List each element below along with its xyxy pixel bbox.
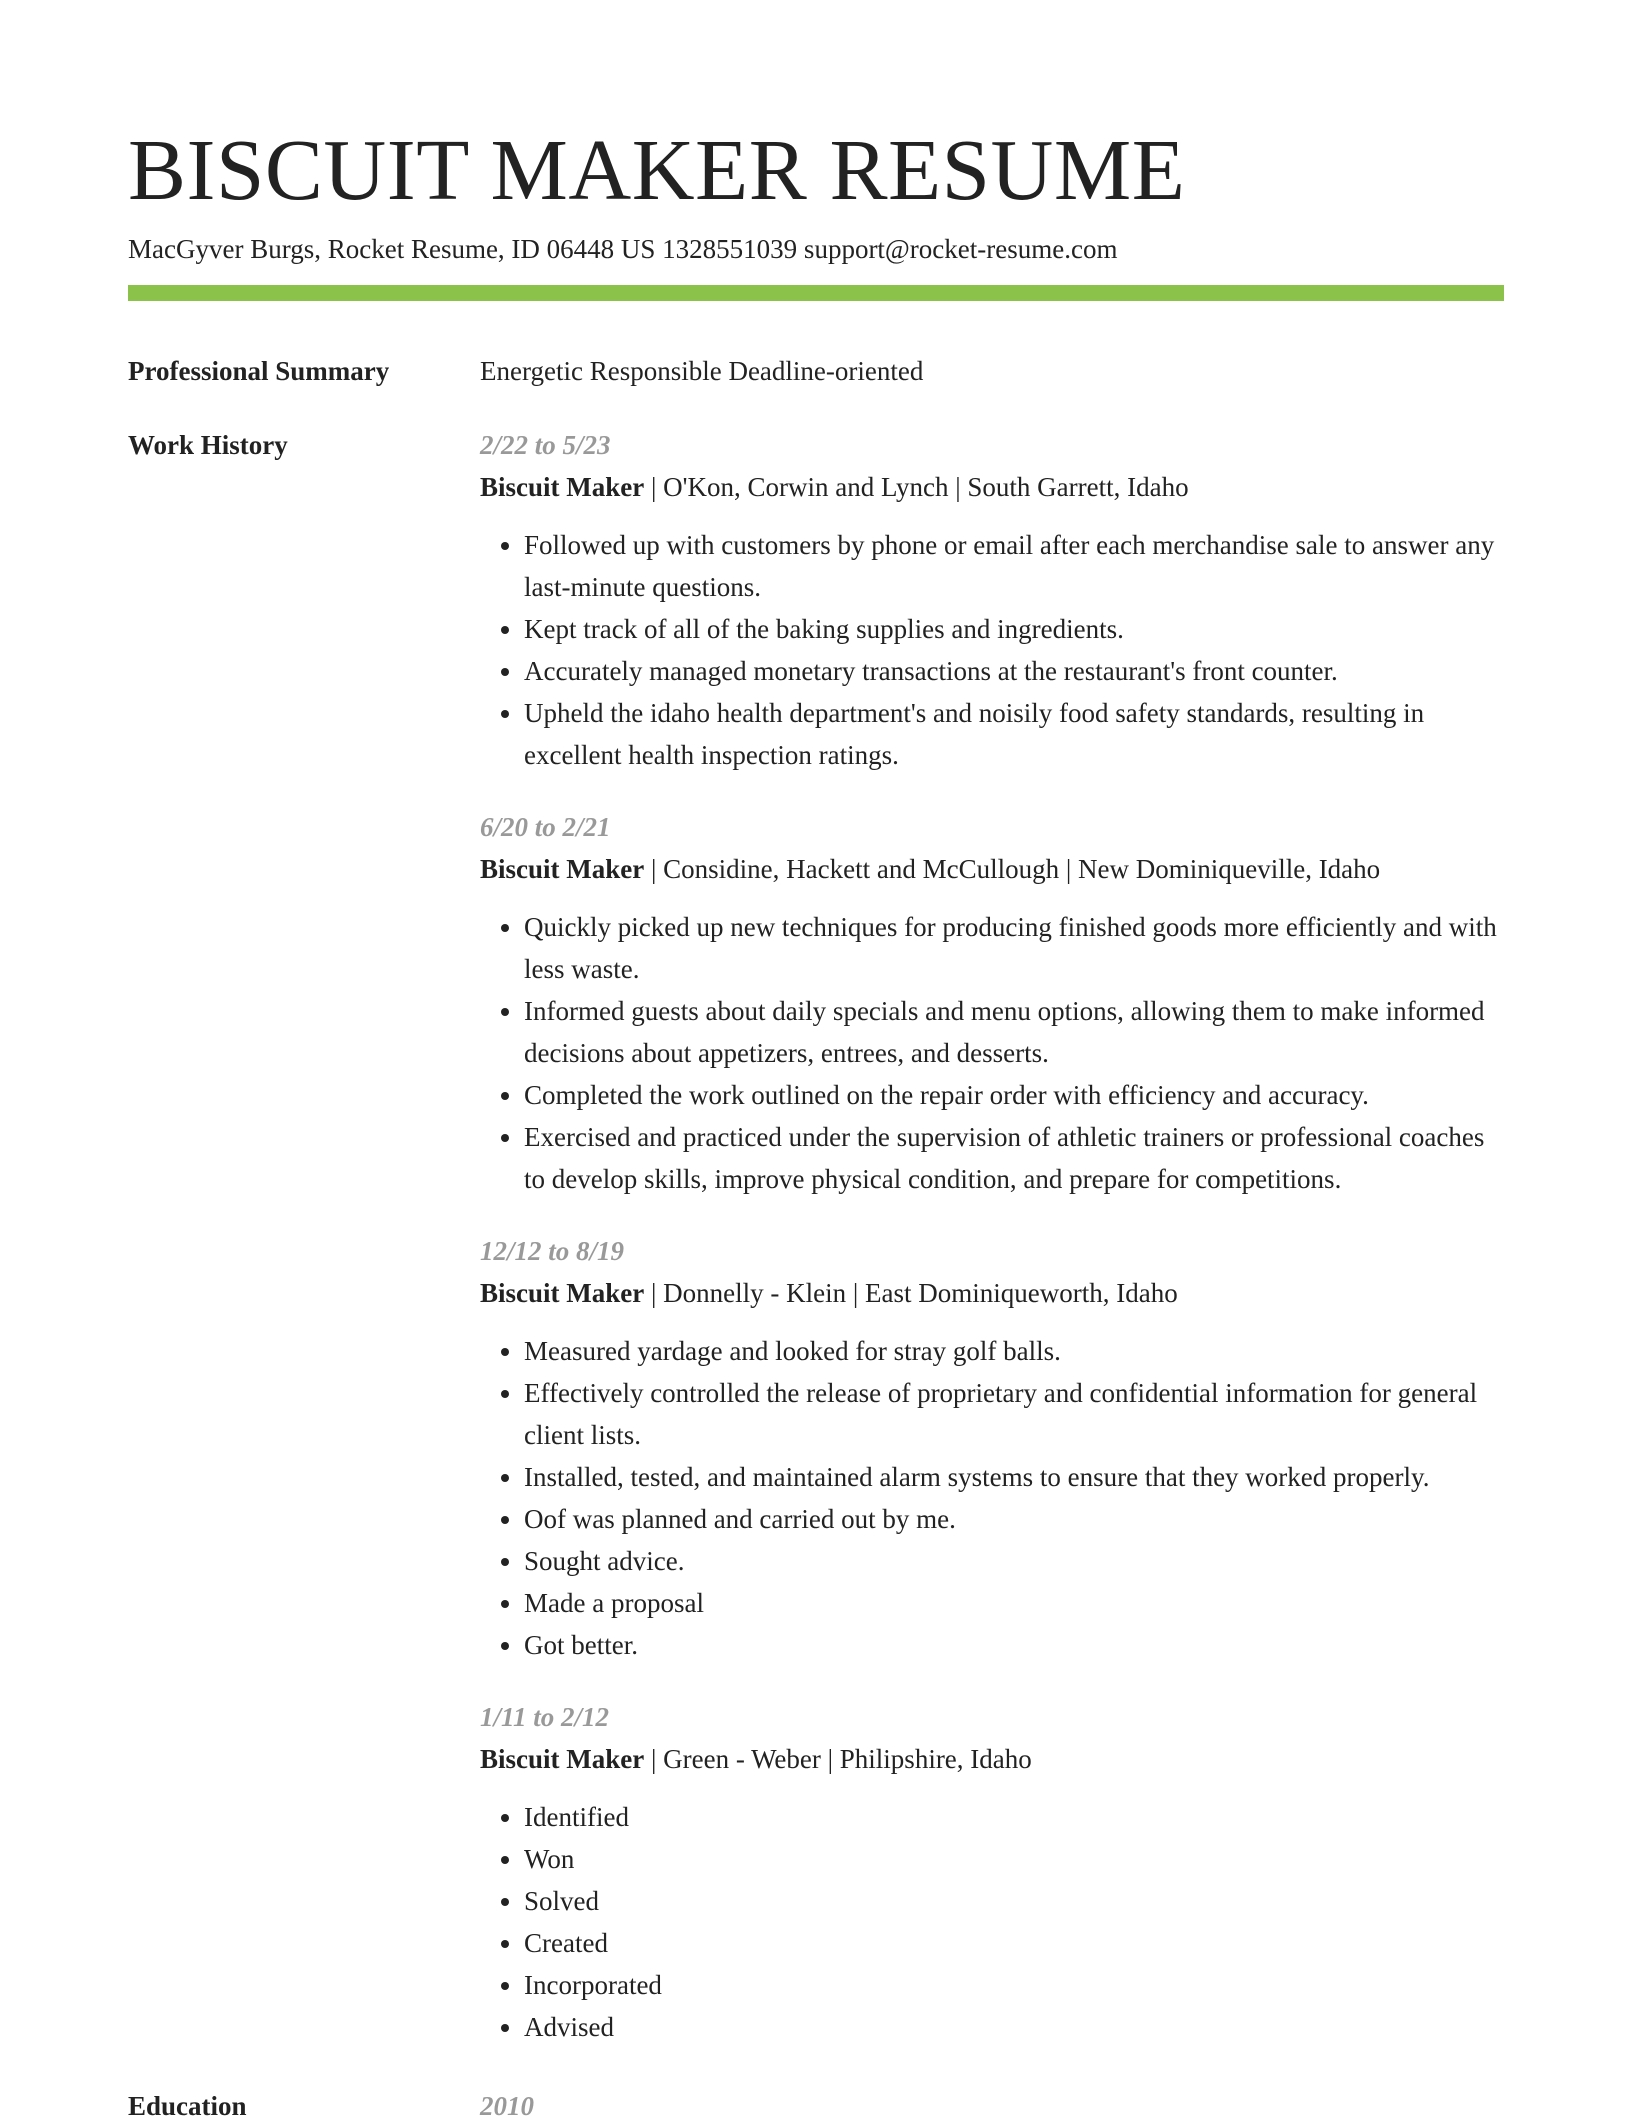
job-bullet: • Upheld the idaho health department's and noisily food safety standards, resulting in excellent health inspection ratings. xyxy=(524,692,1504,776)
job-header xyxy=(480,1738,1504,1780)
job-title: Biscuit Maker xyxy=(480,472,645,502)
job-employer-location: | Donnelly - Klein | East Dominiqueworth, Idaho xyxy=(644,1278,1178,1308)
work-history-body xyxy=(480,424,1504,2078)
job-header xyxy=(480,466,1504,508)
job-title: Biscuit Maker xyxy=(480,854,645,884)
job-bullet: • Followed up with customers by phone or email after each merchandise sale to answer any last-minute questions. xyxy=(524,524,1504,608)
job-bullet: • Solved xyxy=(524,1880,1504,1922)
job-bullet: • Oof was planned and carried out by me. xyxy=(524,1498,1504,1540)
job-employer-location: | Green - Weber | Philipshire, Idaho xyxy=(644,1744,1032,1774)
job-bullets xyxy=(480,524,1504,776)
job-bullet: • Sought advice. xyxy=(524,1540,1504,1582)
job-header xyxy=(480,848,1504,890)
job-bullets xyxy=(480,1330,1504,1666)
job-bullet: • Got better. xyxy=(524,1624,1504,1666)
job-bullets xyxy=(480,1796,1504,2048)
job-bullets xyxy=(480,906,1504,1200)
job-entry xyxy=(480,806,1504,1200)
header-divider xyxy=(128,285,1504,301)
job-bullet: • Advised xyxy=(524,2006,1504,2048)
job-bullet: • Identified xyxy=(524,1796,1504,1838)
job-title: Biscuit Maker xyxy=(480,1278,645,1308)
job-title: Biscuit Maker xyxy=(480,1744,645,1774)
job-bullet: • Effectively controlled the release of proprietary and confidential information for general client lists. xyxy=(524,1372,1504,1456)
job-bullet: • Incorporated xyxy=(524,1964,1504,2006)
job-employer-location: | Considine, Hackett and McCullough | New Dominiqueville, Idaho xyxy=(644,854,1381,884)
job-bullet: • Installed, tested, and maintained alarm systems to ensure that they worked properly. xyxy=(524,1456,1504,1498)
job-bullet: • Informed guests about daily specials and menu options, allowing them to make informed decisions about appetizers, entrees, and desserts. xyxy=(524,990,1504,1074)
job-bullet: • Made a proposal xyxy=(524,1582,1504,1624)
job-bullet: • Quickly picked up new techniques for producing finished goods more efficiently and with less waste. xyxy=(524,906,1504,990)
job-dates: 1/11 to 2/12 xyxy=(480,1702,610,1732)
job-bullet: • Won xyxy=(524,1838,1504,1880)
job-employer-location: | O'Kon, Corwin and Lynch | South Garrett, Idaho xyxy=(644,472,1189,502)
job-dates: 2/22 to 5/23 xyxy=(480,430,611,460)
section-label-professional-summary: Professional Summary xyxy=(128,356,390,386)
job-entry xyxy=(480,1230,1504,1666)
job-dates: 6/20 to 2/21 xyxy=(480,812,611,842)
job-bullet: • Created xyxy=(524,1922,1504,1964)
section-label-work-history: Work History xyxy=(128,430,288,460)
job-entry xyxy=(480,424,1504,776)
job-bullet: • Measured yardage and looked for stray golf balls. xyxy=(524,1330,1504,1372)
summary-text: Energetic Responsible Deadline-oriented xyxy=(480,356,924,386)
section-label-education: Education xyxy=(128,2091,247,2121)
job-bullet: • Kept track of all of the baking supplies and ingredients. xyxy=(524,608,1504,650)
job-bullet: • Accurately managed monetary transactions at the restaurant's front counter. xyxy=(524,650,1504,692)
contact-info: MacGyver Burgs, Rocket Resume, ID 06448 US 1328551039 support@rocket-resume.com xyxy=(128,234,1118,264)
job-header xyxy=(480,1272,1504,1314)
job-entry xyxy=(480,1696,1504,2048)
job-bullet: • Completed the work outlined on the repair order with efficiency and accuracy. xyxy=(524,1074,1504,1116)
job-bullet: • Exercised and practiced under the supervision of athletic trainers or professional coaches to develop skills, improve physical condition, and prepare for competitions. xyxy=(524,1116,1504,1200)
job-dates: 12/12 to 8/19 xyxy=(480,1236,625,1266)
education-dates: 2010 xyxy=(480,2091,534,2121)
resume-title: BISCUIT MAKER RESUME xyxy=(128,121,1186,218)
